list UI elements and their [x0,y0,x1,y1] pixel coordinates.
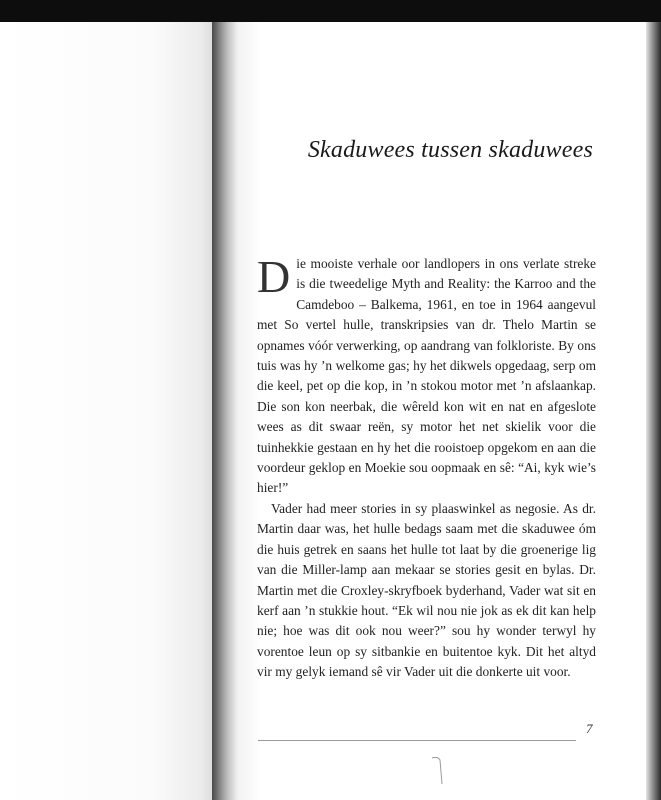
scanner-top-edge [0,0,661,22]
drop-cap: D [257,251,291,302]
pencil-mark-icon [420,750,460,790]
book-gutter-shadow [212,22,238,800]
chapter-body [257,251,596,683]
footer-rule [258,740,576,741]
left-page-blank [0,22,218,800]
page-edge-shadow [646,22,661,800]
paragraph-1 [257,251,596,499]
paragraph-1-text: ie mooiste verhale oor landlopers in ons verlate streke is die tweedelige Myth and Reality: the Karroo and the Camdeboo – Balkema, 1961, en toe in 1964 aangevul met So vertel hulle, transkripsies van dr. Thelo Martin se opnames vóór verwerking, op aandrang van folkloriste. By ons tuis was hy ’n welkome gas; hy het dikwels opgedaag, serp om die keel, pet op die kop, in ’n stokou motor met ’n afslaankap. Die son kon neerbak, die wêreld kon wit en nat en afgeslote wees as dit swaar reën, sy motor het net skielik voor die tuinhekkie gestaan en hy het die rooistoep opgekom en aan die voordeur geklop en Moekie sou oopmaak en sê: “Ai, kyk wie’s hier!” [257,256,596,496]
chapter-title: Skaduwees tussen skaduwees [307,137,593,163]
page-number: 7 [586,721,593,736]
paragraph-2: Vader had meer stories in sy plaaswinkel as negosie. As dr. Martin daar was, het hulle bedags saam met die skaduwee óm die huis getrek en saans het hulle tot laat by die groenerige lig van die Miller-lamp aan mekaar se stories gesit en bylas. Dr. Martin met die Croxley-skryfboek byderhand, Vader wat sit en kerf aan ’n stukkie hout. “Ek wil nou nie jok as ek dit kan help nie; hoe was dit ook nou weer?” sou hy wonder terwyl hy vorentoe leun op sy sitbankie en buitentoe kyk. Dit het altyd vir my gelyk iemand sê vir Vader uit die donkerte uit voor. [257,500,596,680]
